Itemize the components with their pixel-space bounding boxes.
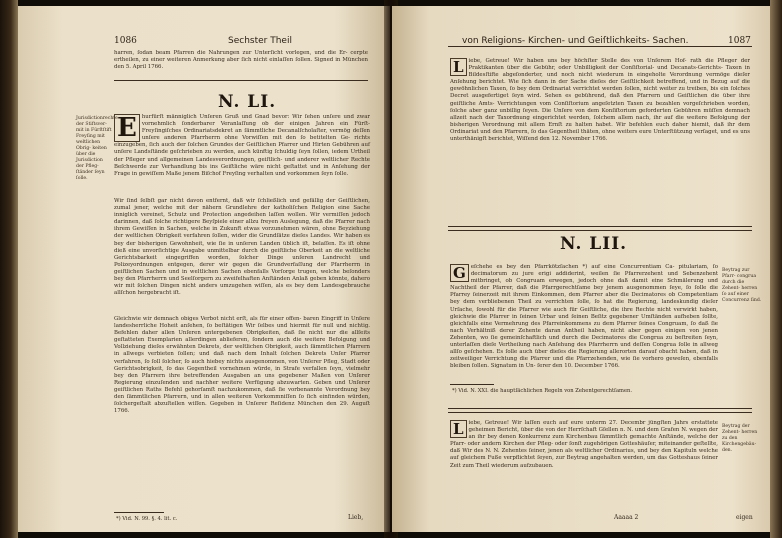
paragraph-2: Wir ſind ſelbſt gar nicht davon entfernt, daß wir ſchließlich und gefällig der Geiſtlichen, zumal jener, welche mit der nähern Grundlehre der katholiſchen Religion eine Sache inniglich vereinet, Schutz und Protection angedeihen laſſen wollen. Wir vermiſſen jedoch darinnen, daß ſolche richtigere Beyſpiele einer allzu freyen Auslegung, daß die Pfarrer nach ihrem Gewiſſen in Sachen, welche in Zukunft etwas vorzunehmen wären, ohne Beyziehung der weltlichen Obrigkeit verfahren ſollen, wider die Grundſätze dieſes Landes. Wir haben es bey der bisherigen Gewohnheit, wie ſie in unſeren Landen üblich iſt, belaſſen. Es iſt ohne dieß eine unvorſichtige Ausgabe unmittelbar durch die geiſtliche Oberkeit an die weltliche Gerichtsbarkeit eingegriffen worden, ſolcher Dinge unſeren Landrecht und Polizeyordnungen entgegen, derer wir gegen die Grundverfaſſung der Pfarrherrn in geiſtlichen Sachen und in weltlichen Sachen ebenfalls Vorſorge trugen, welche beſonders bey den Pfarrherrn und Seelſorgern zu zweifelhaften Anſtänden Anlaß geben könnte, dahero wir mit ſolchen Dingen nicht anders umzugehen wiſſen, als es bey dem Landesgebrauche allſchon hergebracht iſt.: [114, 198, 370, 297]
book-edge-right: [770, 0, 782, 538]
paragraph-1: [114, 114, 370, 192]
right-paragraph-3: [450, 420, 718, 508]
left-catchword: Lieb,: [348, 514, 364, 521]
right-footnote-rule: [450, 384, 494, 385]
right-paragraph-3-text: iebe, Getreue! Wir laſſen euch auf eure unterm 27. Decembr jüngſten Jahrs erstattete geheimen Bericht, über die von der Herrſchaft Gſellen n. N. und dem Grafen N. wegen der an ihr bey denen Konkurrenz zum Kirchenbau ſämmtlich gemachte Anſtände, welche der Pfarr- oder andern Kirchen der Pfleg- oder ſonſt zugehörigen Gotteshäuſer, miteinander geſtellte, daß Wir des N. N. Zehentes ſeiner, jenen als weltlicher Ordinarius, und bey den Kapituln welche auf gleichem Fuße verpflichtet ſeyen, zur Beytrag angehalten werden, um das Gotteshaus ſeiner Zeit zum Theil wiederum aufzubauen.: [450, 420, 718, 469]
section-double-rule: [448, 226, 752, 231]
left-footnote: *) Vid. N. 99. §. 4. lit. c.: [116, 516, 178, 522]
right-paragraph-2: [450, 264, 718, 376]
left-page: [18, 6, 390, 532]
right-paragraph-1: [450, 58, 750, 216]
section-title-n-lii: N. LII.: [560, 234, 628, 254]
right-page: [392, 6, 770, 532]
footnote-rule: [114, 512, 164, 513]
left-running-head: Sechster Theil: [228, 36, 292, 46]
right-running-head: von Religions- Kirchen- und Geiſtlichkeits- Sachen.: [462, 36, 689, 46]
right-page-number: 1087: [728, 36, 751, 46]
right-catchword: eigen: [736, 514, 753, 521]
left-margin-note: Jurisdictionrechte der Stiftsver- mit in Fürſtſtift Freyſing mit weltlichen Obrig- keiten über die Jurisdiction der Pfleg- ſtänder ſeyn ſolle.: [76, 116, 118, 181]
right-signature: Aaaaa 2: [614, 514, 639, 521]
left-page-number: 1086: [114, 36, 137, 46]
right-paragraph-1-text: iebe, Getreue! Wir haben uns bey höchſter Stelle des von Unſerem Hof- rath die Pfleger der Praktikanten über die Gebühr, oder Unbilligkeit der Conſiſtorial- und Decanats-Gerichts- Taxen in Bildesſtifte abgeſonderter, und noch nicht wiederum in eingeholte Verordnung vermöge dieſer Anſehung berichtet. Wie ſich dann in der Sache dieſes der Geiſtlichkeit betreffend, und in Bezug auf die gewöhnlichen Taxen, ſo bey dem Ordinariat verrichtet werden ſollen, nicht weiter zu treiben, bis ein ſolches Decret ausgefertiget ſeyn wird. Sehen es gebührend, daß den Pfarrern und Geiſtlichen die über ihre geiſtliche Amts- Verrichtungen vom Conſiſtorium angeſetzten Taxen zu bezahlen vorgeſchrieben worden, ſolche aber ganz unbillig ſeyen. Die Unſere von dem Konſiſtorium geforderten Gebühren müſſen demnach allzeit nach der Taxordnung eingerichtet werden, ſolchem allem nach, ihr auf die weitere Befolgung der bisherigen Verordnung mit allem Ernſt zu halten habet. Wir befehlen euch daher hiemit, daß ihr dem Ordinariat und den Pfarrern, ſo das Gegentheil thäten, ohne weiters eure Unterſtützung verſaget, und es uns unterthänigſt berichtet, Wiſſend den 12. November 1766.: [450, 58, 750, 143]
left-top-text: harren, ſodan beam Pfarren die Nahrungen zur Unterſicht vorlegen, und die Er- cerpte ertheilen, zu einer weiteren Anmerkung aber ſich nicht einlaſſen ſollen. Signed in München den 5. April 1766.: [114, 50, 368, 71]
right-footnote: *) Vid. N. XXI. die hauptſächlichen Regeln von Zehentgerechtſamen.: [452, 388, 633, 394]
right-margin-note-1: Beytrag zur Pfarr- congrua durch die Zehent- herren ſo auf einer Concurrenz ſind.: [722, 268, 762, 303]
initial-l-1: L: [450, 58, 467, 76]
initial-e: E: [114, 114, 140, 142]
section-double-rule-2: [448, 408, 752, 413]
book-edge-left: [0, 0, 18, 538]
paragraph-3: Gleichwie wir demnach obiges Verbot nicht erſt, als für einer offen- baren Eingriff in Unſere landesherrliche Hoheit anſehen, ſo beſtätigen Wir ſelbes und hiermit für null und nichtig. Befehlen daher allen Unſeren untergebenen Obrigkeiten, daß ſie nicht nur die allſeits geſtatteten Exemplarien allerdingen ablieferen, ſondern auch die weitere Befolgung und Vollziehung dieſes erwähnten Dekrets, der weltlichen Obrigkeit, auch ſämmtlichen Pfarrern in allwegs verbieten ſollen; und daß nach dem Inhalt ſolchen Dekrets Unſer Pfarrer verfahren, ſo ſoll ſolcher, ſo auch hiebey nichts ausgenommen, von Unſerer Pfleg, Stadt oder Gerichtsobrigkeit, ſo das Gegentheil vornehmen würde, in Strafe verfallen ſeyn, vielmehr bey den Pfarrern ihre betreffenden Ausgaben an uns gegebener Maßen von Unſerer Regierung einzuſenden und nachher weitere Verfügung abzuwarten. Geben und Unſerer geiſtlichen Raths Befehl gehorſamſt nachzukommen, daß ſie vorbenannte Verordnung bey den ſämmtlichen Pfarrern, und in allen weiteren Vorkommniſſen ſo ſich einfinden würden, ſolchergeſtalt abzuſtellen wiſſen. Gegeben in Unſerer Reſidenz München den 29. Auguſt 1766.: [114, 316, 370, 415]
header-rule: [448, 46, 752, 47]
section-rule: [114, 80, 368, 81]
right-paragraph-2-text: eſchehe es bey den Pfarrkötzſachen *) auf eine Concurrentiam Ca- pitulariam, ſo decimatorum zu jure erigi addiderint, weilen ſie Pfarrerzehent und Sebenzehent mitbringet, ob Congruam erwegen, jedoch ohne daß damit eine Schmälerung und Nachtheil der Pfarrer, daß die Pfarrgerechtſame bey jenem ausgenommen ſeye, ſo ſolle die Pfarrey ſeinerzeit mit ihrem Einkommen, dem Pfarrer aber die Decimatores ob Competentiam bey dem verbliebenen Theil zu verrichten ſolle, ſo hat die Regierung, landeskundig dieſer Urſache, ſowohl für die Pfarrer wie auch für Geiſtliche, die ihre Rechte nicht verwirkt haben, gleichwie die Pfarrer in ſeinen Urbar und ſeinen Beſitz gegebener Umſtänden aufheben ſollte, gleichfalls eine Vermehrung des Pfarreinkommens zu dem Pfarrer ſeines Congruam, ſo daß ſie nach Verhältniß derer Zehente daran Antheil haben, nicht aber gegen einigen von jenen Zehenten, wo ſie gemeinſchaftlich und durch die Decimatores die Congrua zu beſtreiten ſeyn, unterlaſſen dieſe Vertheilung nach Anſehung des Pfarrherrn und deſſen Congrua ſolle in allweg allſo geſchehen. Es ſolle auch über dieſes die Regierung allerorten darauf obacht haben, daß in zeitweiliger Verrichtung die Pfarrer und die Pfarrzehenden, wie ſie vorhero geweſen, ebenfalls bleiben ſollen. Signatum in Un- ſerer den 10. December 1766.: [450, 264, 718, 370]
section-title-n-li: N. LI.: [218, 92, 277, 112]
paragraph-1-text: hurfürſt männiglich Unſeren Gruß und Gnad bevor: Wir ſehen unſere und zwar vornehmlich ſonderbarer Veranlaſſung ob der einigen Jahren ein Fürſt- Freyſingiſches Ordinariatsdekret an ſämmtliche Decanalſcholaſter, vermög deſſen unſere anderen Pfarrherrn ohne Vorwiſſen mit den ſo betitelten Ge- richts einzugeben, ſich auch der ſolchen Grundes der Geiſtlichen Pfarrer und Hirten Gebühren auf unſere Landsſtände geſchrieben zu werden, auch künftig ſchuldig ſeyn ſollen, iedem Urtheil der Pfleger und allgemeinen Landesverordnungen, geiſtlich- und anderer weltlicher Rechte Beſchwerde zur Verhandlung bis ins Geiſtliche wäre nicht geſtattet und in Anſehung der Frage in gewiſſem Maße jenem Biſchof Freyſing verhalten und vorkommen ſeyn ſolle.: [114, 114, 370, 177]
initial-l-2: L: [450, 420, 467, 438]
right-margin-note-2: Beytrag der Zehent- herren zu den Kirchengebäu- den.: [722, 424, 758, 453]
initial-g: G: [450, 264, 469, 282]
